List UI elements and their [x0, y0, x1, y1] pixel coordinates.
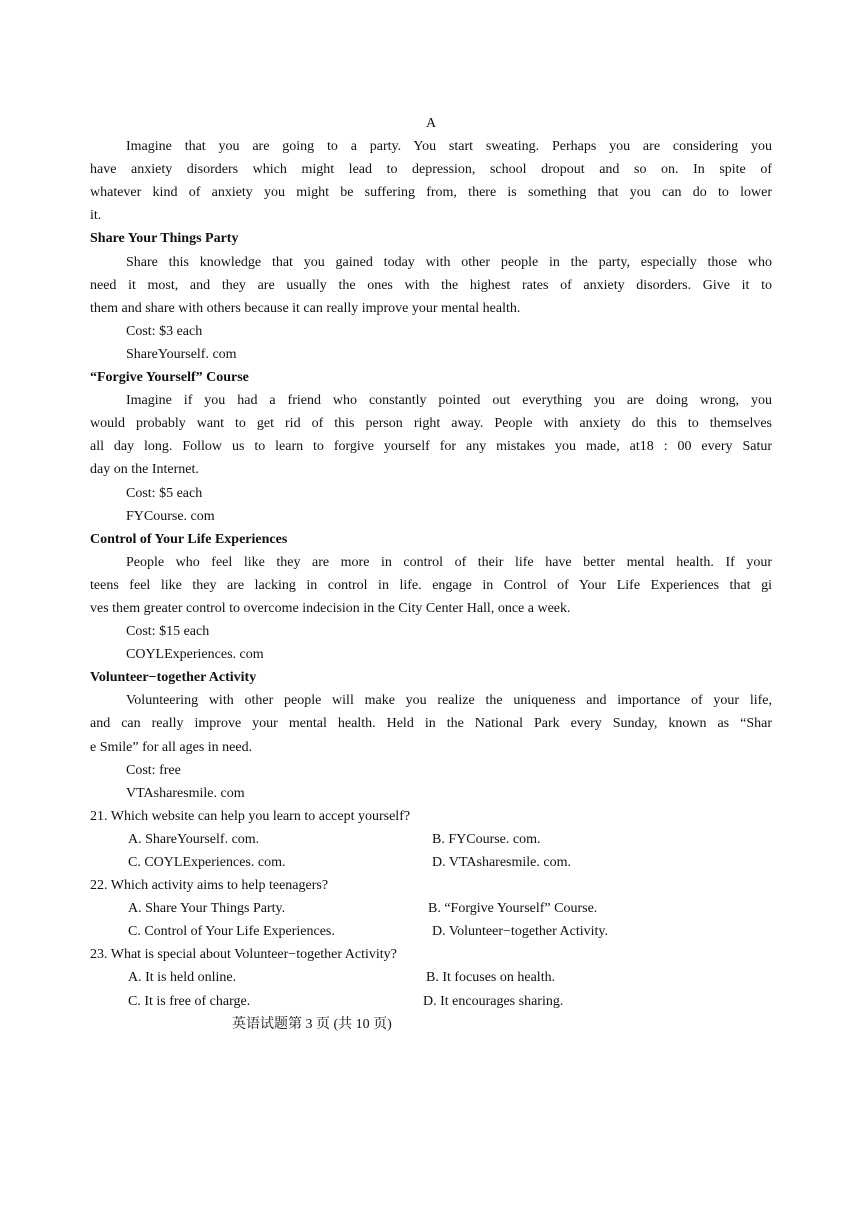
section-body-line: them and share with others because it can really improve your mental health. [90, 300, 521, 316]
intro-line: Imagine that you are going to a party. You start sweating. Perhaps you are considering you [126, 139, 772, 155]
intro-line: have anxiety disorders which might lead to depression, school dropout and so on. In spite of [90, 162, 772, 178]
section-forgive-yourself-course [90, 366, 772, 528]
question-stem: 21. Which website can help you learn to accept yourself? [90, 808, 411, 824]
section-website: VTAsharesmile. com [126, 785, 245, 801]
option-a[interactable]: A. It is held online. [128, 970, 237, 986]
section-body-line: ves them greater control to overcome indecision in the City Center Hall, once a week. [90, 600, 571, 616]
option-c[interactable]: C. Control of Your Life Experiences. [128, 924, 335, 940]
options-row [90, 897, 772, 920]
section-website: ShareYourself. com [126, 346, 237, 362]
section-body-line: Volunteering with other people will make you realize the uniqueness and importance of your life, [126, 693, 772, 709]
section-letter: A [425, 116, 437, 131]
section-body-line: day on the Internet. [90, 462, 199, 478]
section-title: Share Your Things Party [90, 231, 239, 247]
exam-page [90, 112, 772, 1036]
section-body-line: would probably want to get rid of this person right away. People with anxiety do this to themselves [90, 416, 772, 432]
section-title: Volunteer−together Activity [90, 670, 257, 686]
option-b[interactable]: B. “Forgive Yourself” Course. [428, 901, 598, 917]
option-d[interactable]: D. It encourages sharing. [423, 993, 564, 1009]
section-title: “Forgive Yourself” Course [90, 370, 249, 386]
section-cost: Cost: free [126, 762, 181, 778]
question-stem: 22. Which activity aims to help teenagers? [90, 878, 329, 894]
section-body-line: Share this knowledge that you gained today with other people in the party, especially those who [126, 254, 772, 270]
intro-line: it. [90, 208, 102, 224]
question-22 [90, 874, 772, 943]
intro-paragraph [90, 135, 772, 227]
section-control-of-your-life-experiences [90, 528, 772, 667]
section-body-line: teens feel like they are lacking in control in life. engage in Control of Your Life Experiences that gi [90, 577, 772, 593]
section-body-line: all day long. Follow us to learn to forgive yourself for any mistakes you made, at18 : 00 every Satur [90, 439, 772, 455]
option-b[interactable]: B. FYCourse. com. [432, 831, 541, 847]
option-b[interactable]: B. It focuses on health. [426, 970, 556, 986]
options-row [90, 920, 772, 943]
option-a[interactable]: A. Share Your Things Party. [128, 901, 286, 917]
section-body-line: e Smile” for all ages in need. [90, 739, 253, 755]
section-cost: Cost: $15 each [126, 624, 210, 640]
section-website: COYLExperiences. com [126, 647, 264, 663]
option-a[interactable]: A. ShareYourself. com. [128, 831, 260, 847]
options-row [90, 851, 772, 874]
section-website: FYCourse. com [126, 508, 215, 524]
question-stem: 23. What is special about Volunteer−together Activity? [90, 947, 397, 963]
option-c[interactable]: C. It is free of charge. [128, 993, 251, 1009]
options-row [90, 828, 772, 851]
options-row [90, 966, 772, 989]
question-21 [90, 805, 772, 874]
section-cost: Cost: $5 each [126, 485, 203, 501]
section-cost: Cost: $3 each [126, 323, 203, 339]
section-body-line: Imagine if you had a friend who constantly pointed out everything you are doing wrong, you [126, 393, 772, 409]
page-footer: 英语试题第 3 页 (共 10 页) [232, 1016, 392, 1032]
options-row [90, 990, 772, 1013]
option-d[interactable]: D. Volunteer−together Activity. [432, 924, 608, 940]
section-body-line: and can really improve your mental health. Held in the National Park every Sunday, known as “Shar [90, 716, 772, 732]
section-volunteer-together-activity [90, 666, 772, 805]
option-c[interactable]: C. COYLExperiences. com. [128, 855, 286, 870]
section-share-your-things-party [90, 227, 772, 366]
section-body-line: need it most, and they are usually the ones with the highest rates of anxiety disorders. Give it to [90, 277, 772, 293]
question-23 [90, 943, 772, 1012]
option-d[interactable]: D. VTAsharesmile. com. [432, 855, 571, 870]
section-title: Control of Your Life Experiences [90, 531, 288, 547]
section-body-line: People who feel like they are more in control of their life have better mental health. If your [126, 554, 772, 570]
intro-line: whatever kind of anxiety you might be suffering from, there is something that you can do to lower [90, 185, 772, 201]
